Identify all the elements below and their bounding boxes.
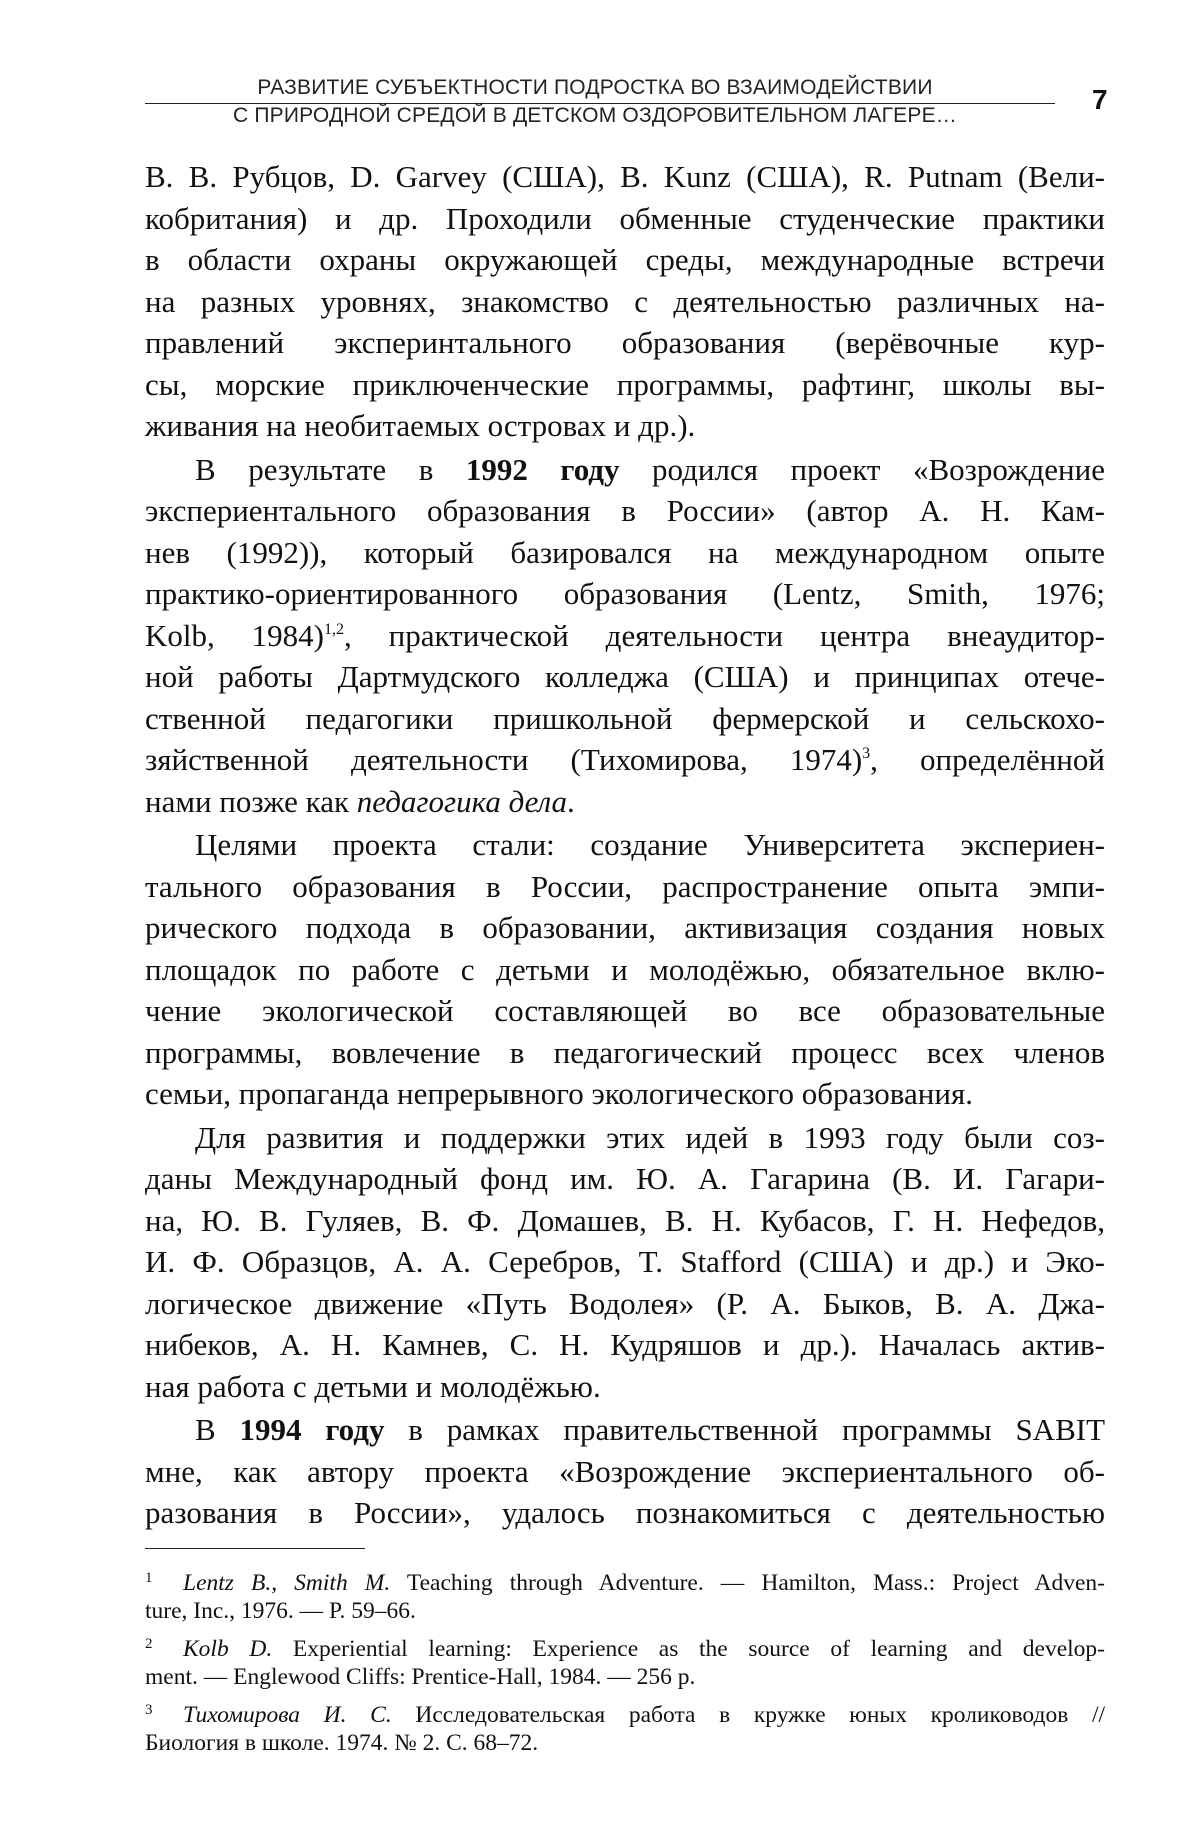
footnote-author: Тихомирова И. С. <box>183 1702 392 1728</box>
paragraph-2 <box>145 449 1105 823</box>
text-line: Для развития и поддержки этих идей в 1993 году были соз- <box>195 1119 1105 1155</box>
text-line: чение экологической составляющей во все образовательные <box>145 993 1105 1028</box>
text-line: нибеков, А. Н. Камнев, С. Н. Кудряшов и др.). Началась актив- <box>145 1327 1105 1362</box>
bold-year: 1994 году <box>239 1412 385 1447</box>
footnote-author: Kolb D. <box>183 1636 273 1662</box>
paragraph-4 <box>145 1117 1105 1408</box>
footnote-3 <box>145 1694 1105 1760</box>
text-line: практико-ориентированного образования (Lentz, Smith, 1976; <box>145 576 1105 611</box>
text-line: рического подхода в образовании, активизация создания новых <box>145 910 1105 945</box>
text-line: семьи, пропаганда непрерывного экологического образования. <box>145 1076 973 1111</box>
text-run: Kolb, 1984) <box>145 617 324 653</box>
text-line: В. В. Рубцов, D. Garvey (США), B. Kunz (США), R. Putnam (Вели- <box>145 159 1105 194</box>
text-run: Исследовательская работа в кружке юных кролиководов // <box>391 1702 1106 1728</box>
text-line: на разных уровнях, знакомство с деятельностью различных на- <box>145 283 1105 319</box>
text-line: тального образования в России, распространение опыта эмпи- <box>145 868 1105 904</box>
text-run: Teaching through Adventure. — Hamilton, Mass.: Project Adven- <box>390 1570 1106 1596</box>
text-run: . <box>567 783 575 819</box>
footnote-line <box>145 1628 1105 1661</box>
text-line: ственной педагогики пришкольной фермерской и сельскохо- <box>145 700 1105 736</box>
text-line: площадок по работе с детьми и молодёжью, обязательное вклю- <box>145 951 1105 987</box>
text-line: экспериентального образования в России» (автор А. Н. Кам- <box>145 493 1105 528</box>
footnote-line: ment. — Englewood Cliffs: Prentice-Hall, 1984. — 256 p. <box>145 1664 696 1690</box>
header-rule <box>145 103 1055 104</box>
text-run: Experiential learning: Experience as the source of learning and develop- <box>272 1636 1105 1662</box>
footnote-2 <box>145 1628 1105 1694</box>
text-line <box>145 1409 1105 1451</box>
paragraph-3 <box>145 824 1105 1115</box>
bold-year: 1992 году <box>465 451 620 487</box>
text-run: , определённой <box>870 742 1105 777</box>
text-line: И. Ф. Образцов, А. А. Серебров, T. Stafford (США) и др.) и Эко- <box>145 1244 1105 1279</box>
footnote-ref[interactable]: 1,2 <box>324 620 344 638</box>
text-line: кобритания) и др. Проходили обменные студенческие практики <box>145 200 1105 236</box>
footnote-ref[interactable]: 3 <box>862 745 871 762</box>
running-head <box>145 74 1045 130</box>
text-run: в рамках правительственной программы SABIT <box>384 1412 1106 1447</box>
paragraph-1 <box>145 156 1105 447</box>
text-line: в области охраны окружающей среды, международные встречи <box>145 242 1105 277</box>
paragraph-5 <box>145 1409 1105 1534</box>
text-line: нев (1992)), который базировался на международном опыте <box>145 534 1105 570</box>
text-run: родился проект «Возрождение <box>619 451 1105 487</box>
body-text <box>145 156 1105 1534</box>
text-line: ной работы Дартмудского колледжа (США) и принципах отече- <box>145 659 1105 694</box>
footnote-number: 1 <box>145 1570 153 1586</box>
text-run: В результате в <box>195 451 466 487</box>
text-line: мне, как автору проекта «Возрождение экспериентального об- <box>145 1453 1105 1489</box>
text-line: живания на необитаемых островах и др.). <box>145 408 696 443</box>
running-head-line-1: РАЗВИТИЕ СУБЪЕКТНОСТИ ПОДРОСТКА ВО ВЗАИМОДЕЙСТВИИ <box>257 76 933 99</box>
text-line <box>145 449 1105 491</box>
text-line: Целями проекта стали: создание Университета экспериен- <box>195 827 1105 862</box>
footnote-1 <box>145 1562 1105 1628</box>
text-run: зяйственной деятельности (Тихомирова, 1974) <box>145 742 863 777</box>
footnote-line <box>145 1562 1105 1595</box>
footnote-number: 3 <box>145 1702 153 1718</box>
italic-term: педагогика дела <box>356 783 568 819</box>
text-line <box>145 781 1105 823</box>
text-line: программы, вовлечение в педагогический процесс всех членов <box>145 1034 1105 1070</box>
footnote-line <box>145 1694 1105 1727</box>
text-line: даны Международный фонд им. Ю. А. Гагарина (В. И. Гагари- <box>145 1161 1105 1196</box>
running-head-line-2: С ПРИРОДНОЙ СРЕДОЙ В ДЕТСКОМ ОЗДОРОВИТЕЛЬНОМ ЛАГЕРЕ… <box>232 104 957 127</box>
footnote-number: 2 <box>145 1636 153 1652</box>
text-line <box>145 615 1105 657</box>
text-line: ная работа с детьми и молодёжью. <box>145 1368 601 1404</box>
text-line: разования в России», удалось познакомиться с деятельностью <box>145 1495 1105 1530</box>
footnotes <box>145 1562 1105 1760</box>
footnote-line: Биология в школе. 1974. № 2. С. 68–72. <box>145 1730 539 1756</box>
text-line <box>145 739 1105 781</box>
footnote-author: Lentz B., Smith M. <box>183 1570 391 1596</box>
text-line: логическое движение «Путь Водолея» (Р. А. Быков, В. А. Джа- <box>145 1285 1105 1321</box>
text-run: нами позже как <box>145 783 357 819</box>
footnote-rule <box>145 1548 365 1549</box>
text-line: правлений эксперинтального образования (верёвочные кур- <box>145 325 1105 360</box>
page-number: 7 <box>1092 84 1108 115</box>
footnote-line: ture, Inc., 1976. — P. 59–66. <box>145 1598 416 1624</box>
text-run: В <box>195 1412 240 1447</box>
text-run: , практической деятельности центра внеаудитор- <box>344 617 1106 653</box>
text-line: сы, морские приключенческие программы, рафтинг, школы вы- <box>145 366 1105 402</box>
text-line: на, Ю. В. Гуляев, В. Ф. Домашев, В. Н. Кубасов, Г. Н. Нефедов, <box>145 1202 1105 1238</box>
